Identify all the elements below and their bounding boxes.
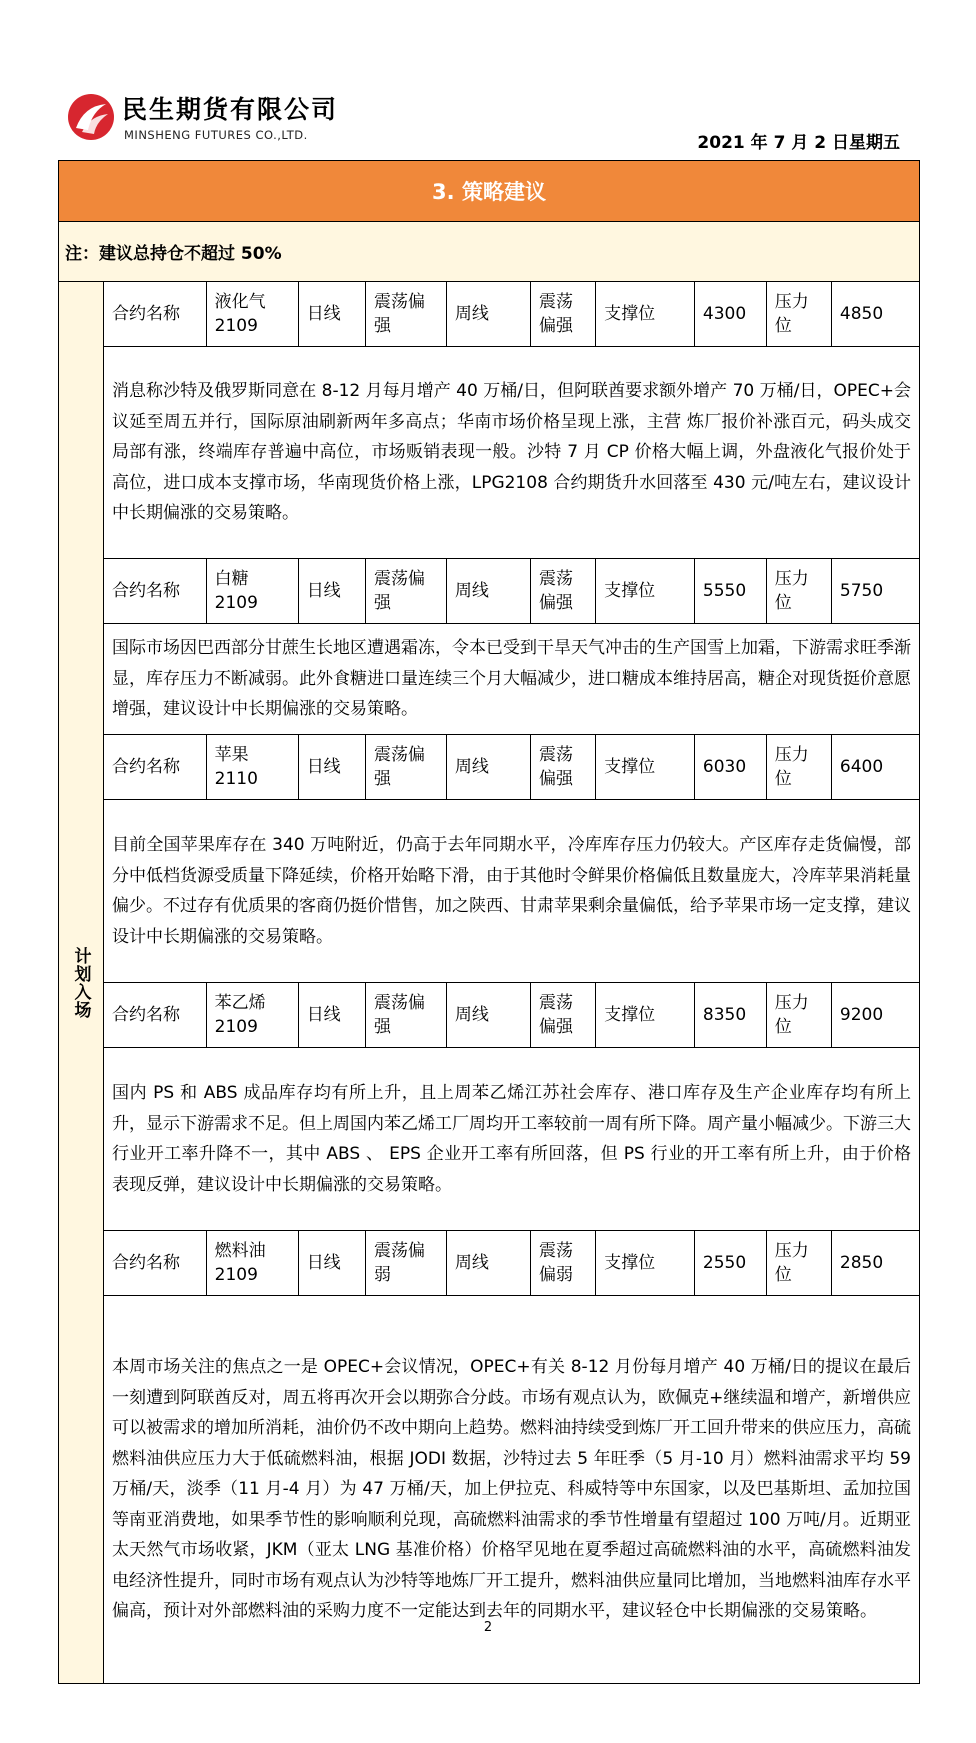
contract-label: 合约名称 <box>104 282 206 347</box>
support-level: 2550 <box>694 1231 766 1296</box>
daily-trend: 震荡偏强 <box>366 735 447 800</box>
entry-desc-row <box>104 624 919 735</box>
weekly-label: 周线 <box>446 559 530 624</box>
resistance-level: 6400 <box>831 735 919 800</box>
resistance-label: 压力位 <box>766 559 831 624</box>
resistance-level: 4850 <box>831 282 919 347</box>
plan-label-cell <box>59 282 104 1683</box>
contract-label: 合约名称 <box>104 559 206 624</box>
daily-label: 日线 <box>298 282 365 347</box>
support-label: 支撑位 <box>596 735 695 800</box>
contract-name: 苯乙烯 2109 <box>206 983 298 1048</box>
entry-description: 目前全国苹果库存在 340 万吨附近，仍高于去年同期水平，冷库库存压力仍较大。产区库存走货偏慢，部分中低档货源受质量下降延续，价格开始略下滑，由于其他时令鲜果价格偏低且数量庞大，冷库苹果消耗量偏少。不过存有优质果的客商仍挺价惜售，加之陕西、甘肃苹果剩余量偏低，给予苹果市场一定支撑，建议设计中长期偏涨的交易策略。 <box>104 800 919 983</box>
weekly-trend: 震荡偏弱 <box>531 1231 596 1296</box>
resistance-label: 压力位 <box>766 1231 831 1296</box>
daily-trend: 震荡偏强 <box>366 983 447 1048</box>
contract-name: 燃料油 2109 <box>206 1231 298 1296</box>
entry-desc-row <box>104 1048 919 1231</box>
position-note: 注：建议总持仓不超过 50% <box>58 222 920 282</box>
support-level: 6030 <box>694 735 766 800</box>
company-name-cn: 民生期货有限公司 <box>122 95 339 124</box>
daily-trend: 震荡偏强 <box>366 282 447 347</box>
weekly-label: 周线 <box>446 983 530 1048</box>
daily-label: 日线 <box>298 983 365 1048</box>
company-name-en: MINSHENG FUTURES CO.,LTD. <box>124 128 308 142</box>
entry-desc-row <box>104 800 919 983</box>
company-logo <box>66 90 339 150</box>
resistance-label: 压力位 <box>766 282 831 347</box>
daily-trend: 震荡偏强 <box>366 559 447 624</box>
strategy-table <box>104 282 919 1683</box>
weekly-label: 周线 <box>446 282 530 347</box>
entry-description: 国际市场因巴西部分甘蔗生长地区遭遇霜冻，令本已受到干旱天气冲击的生产国雪上加霜，下游需求旺季渐显，库存压力不断减弱。此外食糖进口量连续三个月大幅减少，进口糖成本维持居高，糖企对现货挺价意愿增强，建议设计中长期偏涨的交易策略。 <box>104 624 919 735</box>
entry-description: 国内 PS 和 ABS 成品库存均有所上升，且上周苯乙烯江苏社会库存、港口库存及生产企业库存均有所上升，显示下游需求不足。但上周国内苯乙烯工厂周均开工率较前一周有所下降。周产量小幅减少。下游三大行业开工率升降不一，其中 ABS 、 EPS 企业开工率有所回落，但 PS 行业的开工率有所上升，由于价格表现反弹，建议设计中长期偏涨的交易策略。 <box>104 1048 919 1231</box>
weekly-trend: 震荡偏强 <box>531 559 596 624</box>
daily-label: 日线 <box>298 1231 365 1296</box>
entries-area <box>104 282 919 1683</box>
support-label: 支撑位 <box>596 983 695 1048</box>
plan-section <box>58 282 920 1684</box>
contract-label: 合约名称 <box>104 983 206 1048</box>
contract-name: 苹果 2110 <box>206 735 298 800</box>
entry-description: 本周市场关注的焦点之一是 OPEC+会议情况，OPEC+有关 8-12 月份每月增产 40 万桶/日的提议在最后一刻遭到阿联酋反对，周五将再次开会以期弥合分歧。市场有观点认为，欧佩克+继续温和增产，新增供应可以被需求的增加所消耗，油价仍不改中期向上趋势。燃料油持续受到炼厂开工回升带来的供应压力，高硫燃料油供应压力大于低硫燃料油，根据 JODI 数据，沙特过去 5 年旺季（5 月-10 月）燃料油需求平均 59 万桶/天，淡季（11 月-4 月）为 47 万桶/天，加上伊拉克、科威特等中东国家，以及巴基斯坦、孟加拉国等南亚消费地，如果季节性的影响顺利兑现，高硫燃料油需求的季节性增量有望超过 100 万吨/月。近期亚太天然气市场收紧，JKM（亚太 LNG 基准价格）价格罕见地在夏季超过高硫燃料油的水平，高硫燃料油发电经济性提升，同时市场有观点认为沙特等地炼厂开工提升，燃料油供应量同比增加，当地燃料油库存水平偏高，预计对外部燃料油的采购力度不一定能达到去年的同期水平，建议轻仓中长期偏涨的交易策略。 <box>104 1296 919 1684</box>
weekly-label: 周线 <box>446 1231 530 1296</box>
contract-name: 液化气 2109 <box>206 282 298 347</box>
resistance-label: 压力位 <box>766 983 831 1048</box>
entry-header-row <box>104 735 919 800</box>
page-header <box>58 86 920 156</box>
daily-label: 日线 <box>298 735 365 800</box>
support-level: 5550 <box>694 559 766 624</box>
resistance-level: 9200 <box>831 983 919 1048</box>
weekly-trend: 震荡偏强 <box>531 282 596 347</box>
minsheng-logo-icon <box>66 92 116 142</box>
entry-header-row <box>104 983 919 1048</box>
page-number: 2 <box>483 1620 493 1635</box>
section-title: 3. 策略建议 <box>58 160 920 222</box>
entry-desc-row <box>104 347 919 559</box>
support-label: 支撑位 <box>596 1231 695 1296</box>
report-date: 2021 年 7 月 2 日星期五 <box>697 133 900 153</box>
entry-header-row <box>104 559 919 624</box>
daily-trend: 震荡偏弱 <box>366 1231 447 1296</box>
contract-label: 合约名称 <box>104 735 206 800</box>
resistance-level: 5750 <box>831 559 919 624</box>
resistance-label: 压力位 <box>766 735 831 800</box>
strategy-sheet <box>58 160 920 1684</box>
contract-name: 白糖 2109 <box>206 559 298 624</box>
resistance-level: 2850 <box>831 1231 919 1296</box>
daily-label: 日线 <box>298 559 365 624</box>
entry-header-row <box>104 1231 919 1296</box>
weekly-trend: 震荡偏强 <box>531 983 596 1048</box>
plan-label: 计划入场 <box>70 946 91 1019</box>
support-level: 4300 <box>694 282 766 347</box>
weekly-trend: 震荡偏强 <box>531 735 596 800</box>
entry-header-row <box>104 282 919 347</box>
weekly-label: 周线 <box>446 735 530 800</box>
contract-label: 合约名称 <box>104 1231 206 1296</box>
support-label: 支撑位 <box>596 559 695 624</box>
entry-description: 消息称沙特及俄罗斯同意在 8-12 月每月增产 40 万桶/日，但阿联酋要求额外增产 70 万桶/日，OPEC+会议延至周五并行，国际原油刷新两年多高点；华南市场价格呈现上涨，主营 炼厂报价补涨百元，码头成交局部有涨，终端库存普遍中高位，市场贩销表现一般。沙特 7 月 CP 价格大幅上调，外盘液化气报价处于高位，进口成本支撑市场，华南现货价格上涨，LPG2108 合约期货升水回落至 430 元/吨左右，建议设计中长期偏涨的交易策略。 <box>104 347 919 559</box>
support-level: 8350 <box>694 983 766 1048</box>
support-label: 支撑位 <box>596 282 695 347</box>
